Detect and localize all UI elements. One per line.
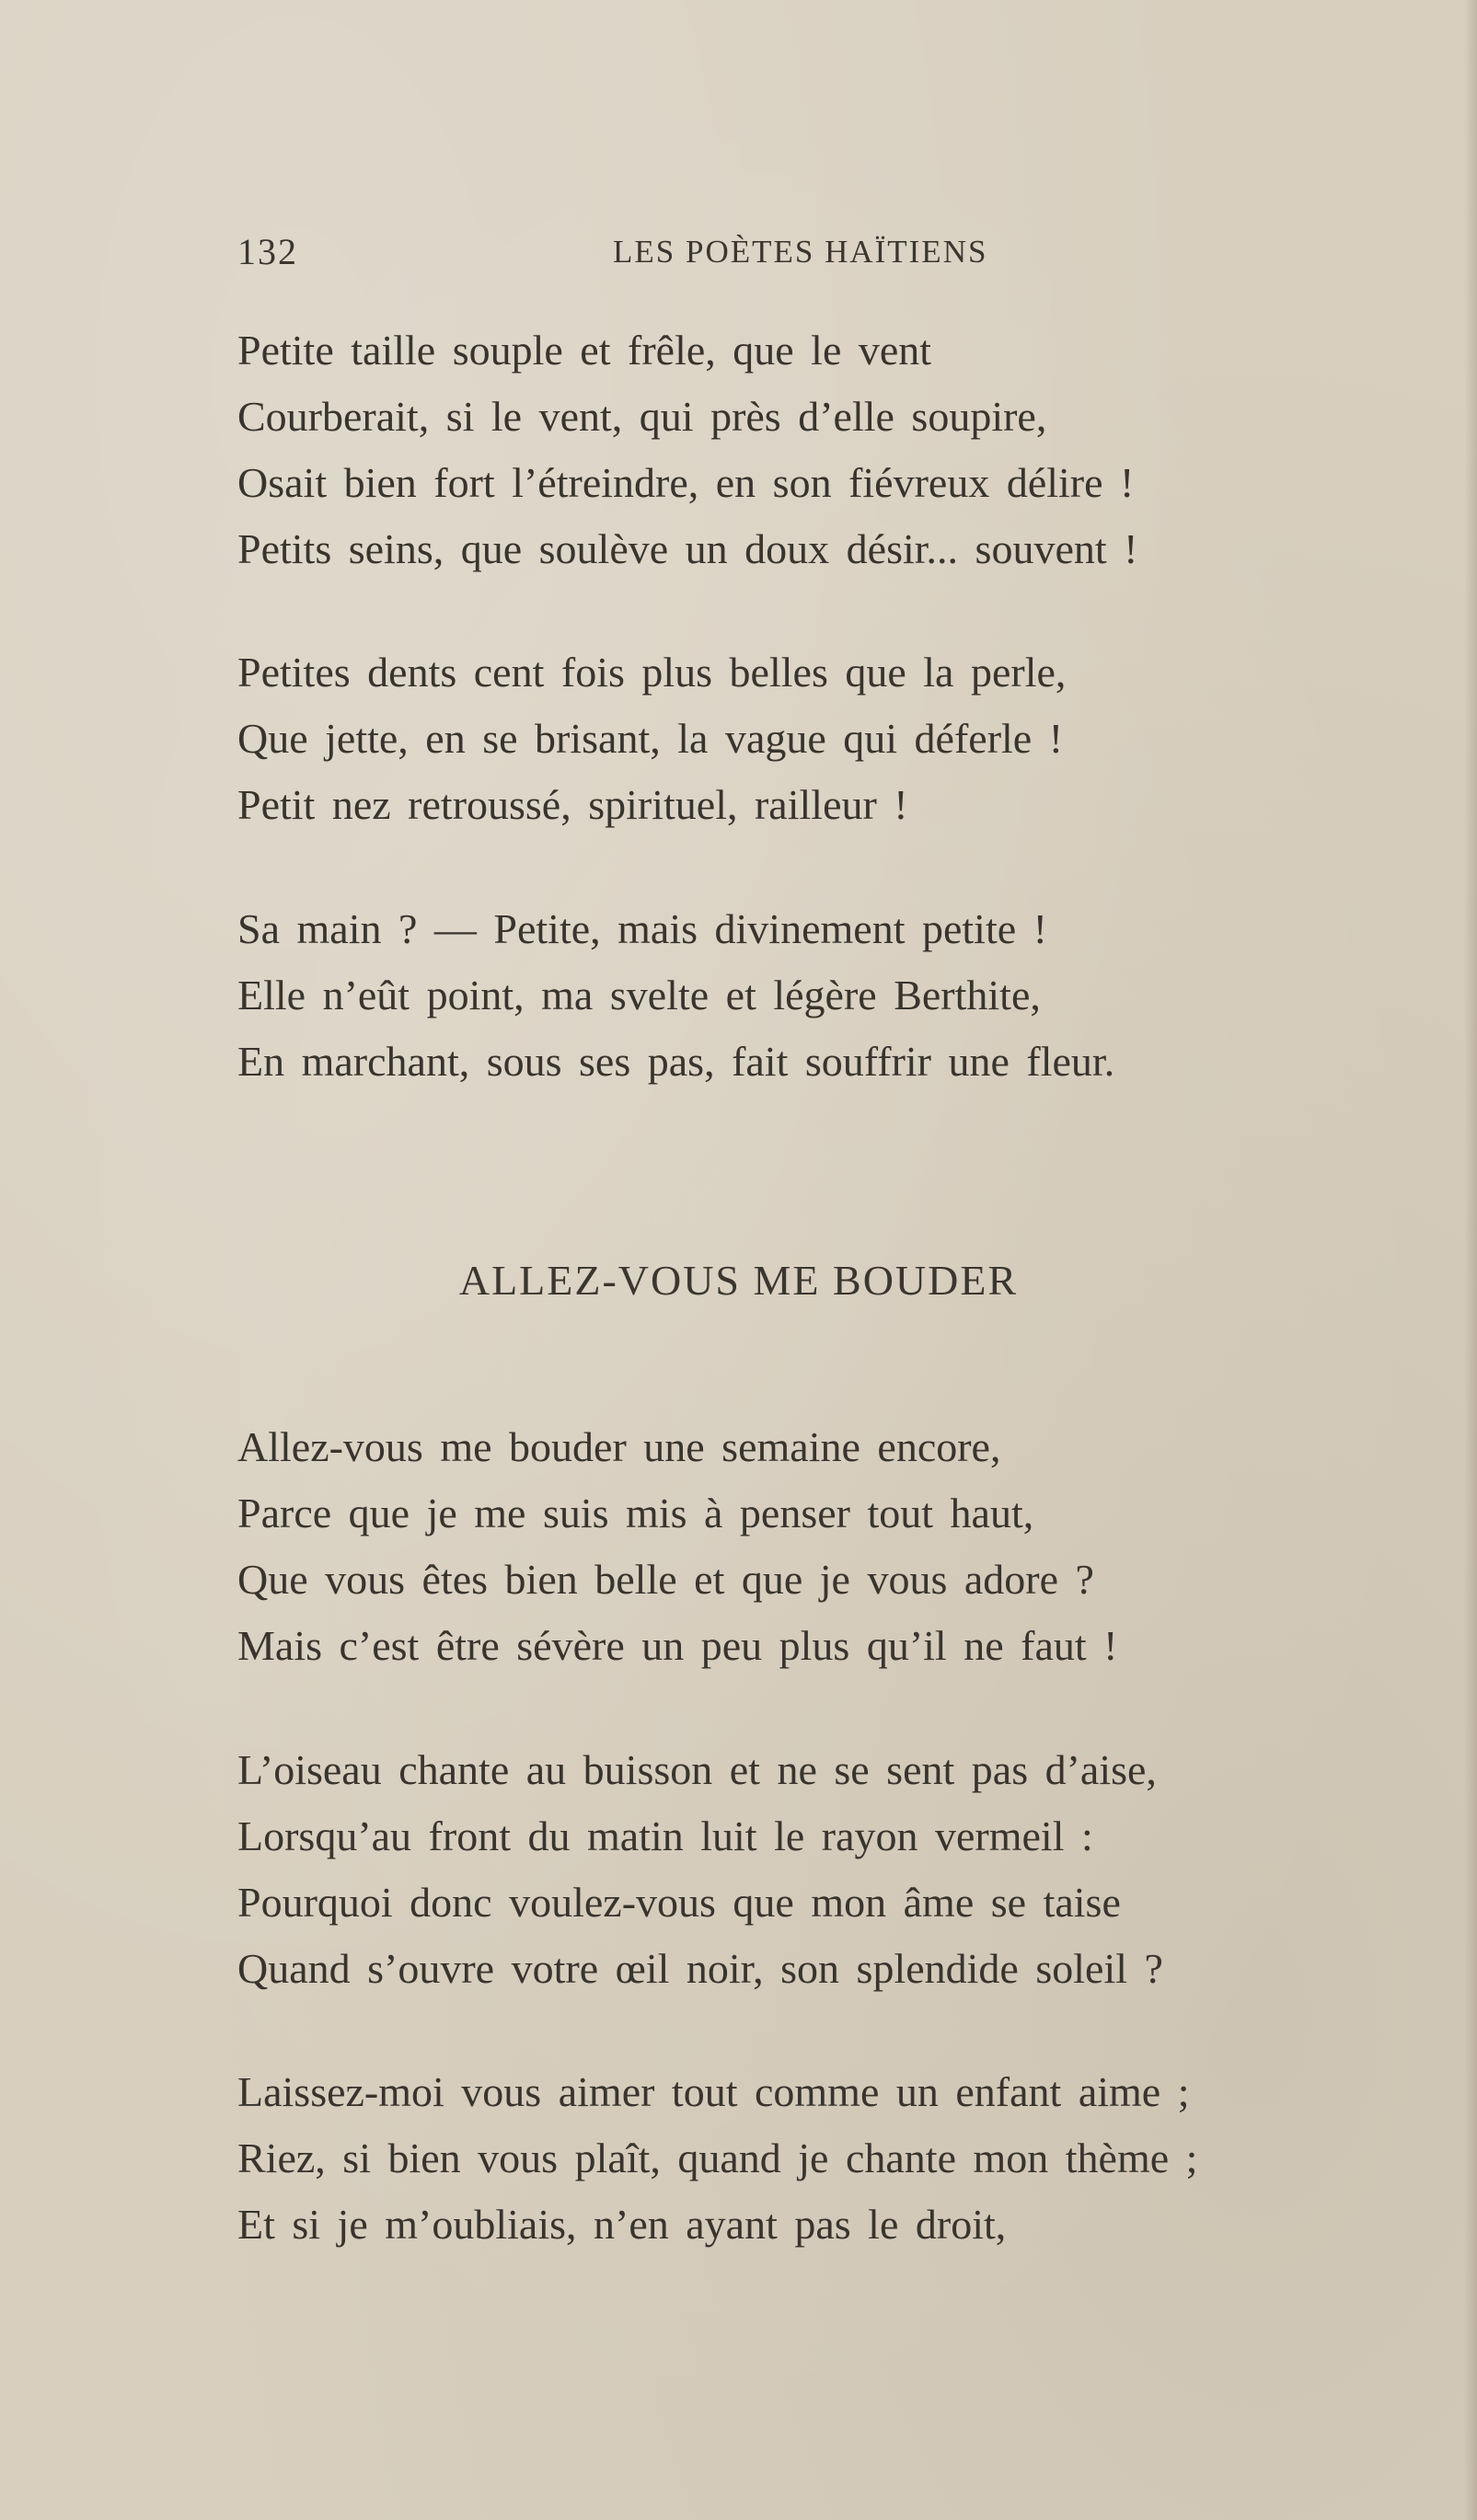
verse-line: Et si je m’oubliais, n’en ayant pas le droit, [237,2201,1007,2248]
verse-line: Que vous êtes bien belle et que je vous adore ? [237,1556,1094,1603]
page-number: 132 [237,231,298,272]
running-header [237,230,1250,285]
verse-line: En marchant, sous ses pas, fait souffrir une fleur. [237,1038,1115,1085]
verse-line: L’oiseau chante au buisson et ne se sent pas d’aise, [237,1746,1157,1793]
poem1-stanza-2 [237,639,1066,838]
verse-line: Lorsqu’au front du matin luit le rayon vermeil : [237,1812,1093,1859]
verse-line: Allez-vous me bouder une semaine encore, [237,1423,1001,1470]
verse-line: Sa main ? — Petite, mais divinement petite ! [237,905,1047,952]
poem2-stanza-1 [237,1414,1117,1679]
verse-line: Petits seins, que soulève un doux désir... souvent ! [237,525,1138,572]
verse-line: Laissez-moi vous aimer tout comme un enfant aime ; [237,2068,1190,2115]
verse-line: Osait bien fort l’étreindre, en son fiévreux délire ! [237,459,1135,506]
poem-title: ALLEZ-VOUS ME BOUDER [458,1257,1019,1304]
verse-line: Elle n’eût point, ma svelte et légère Berthite, [237,972,1041,1018]
poem1-stanza-3 [237,896,1114,1095]
poem2-stanza-3 [237,2059,1197,2258]
verse-line: Parce que je me suis mis à penser tout haut, [237,1490,1034,1536]
verse-line: Petites dents cent fois plus belles que la perle, [237,649,1067,696]
verse-line: Que jette, en se brisant, la vague qui déferle ! [237,715,1064,762]
verse-line: Petit nez retroussé, spirituel, railleur ! [237,781,908,828]
verse-line: Riez, si bien vous plaît, quand je chante mon thème ; [237,2135,1198,2181]
verse-line: Mais c’est être sévère un peu plus qu’il ne faut ! [237,1622,1118,1669]
verse-line: Pourquoi donc voulez-vous que mon âme se taise [237,1879,1121,1926]
verse-line: Petite taille souple et frêle, que le vent [237,327,932,374]
verse-line: Quand s’ouvre votre œil noir, son splendide soleil ? [237,1945,1163,1992]
running-title: LES POÈTES HAÏTIENS [613,234,988,270]
poem1-stanza-1 [237,317,1137,582]
poem2-stanza-2 [237,1737,1163,2002]
verse-line: Courberait, si le vent, qui près d’elle soupire, [237,393,1047,440]
